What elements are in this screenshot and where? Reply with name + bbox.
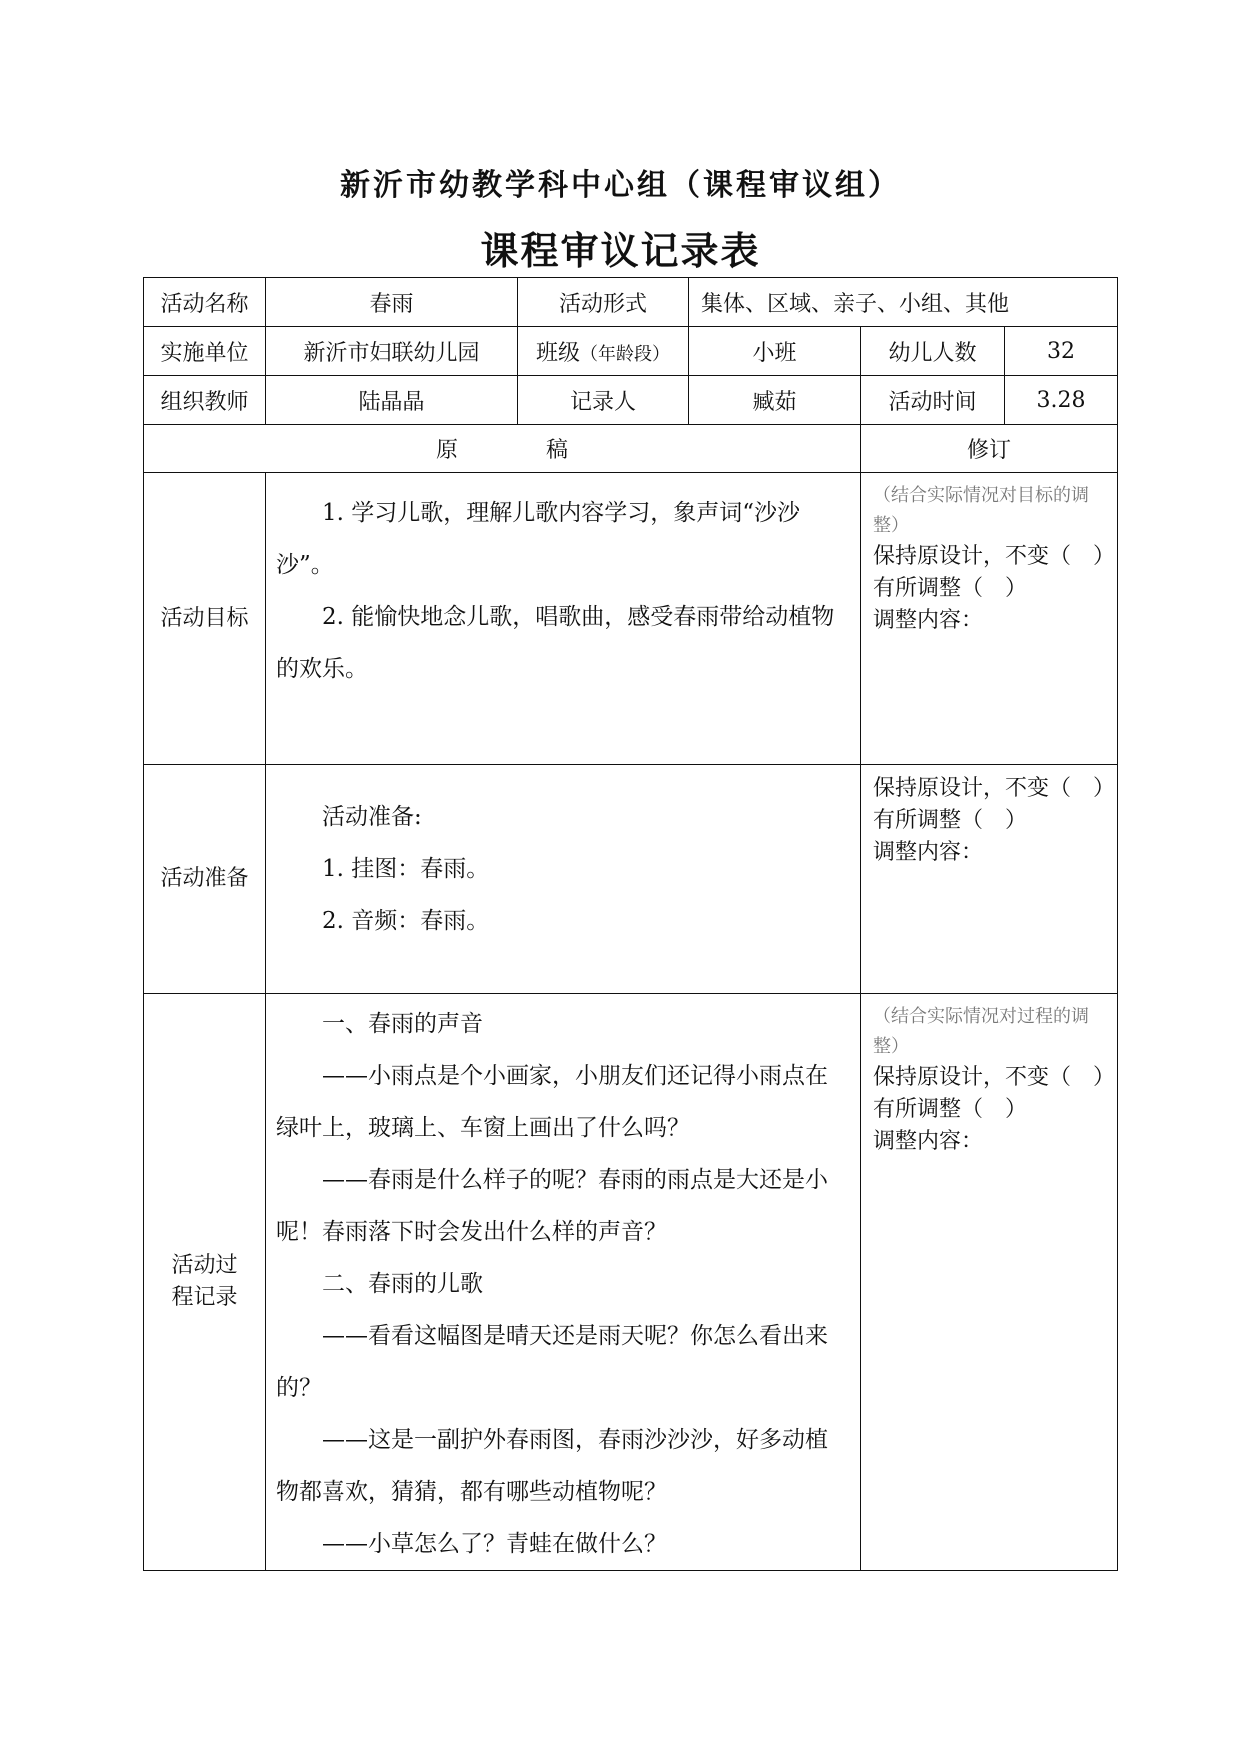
prep-content[interactable] xyxy=(266,765,861,994)
activity-name-label: 活动名称 xyxy=(144,278,266,327)
process-revision[interactable] xyxy=(861,994,1118,1571)
recorder-field[interactable]: 臧茹 xyxy=(689,376,861,425)
unit-label: 实施单位 xyxy=(144,327,266,376)
prep-item-2: 2. 音频：春雨。 xyxy=(322,908,490,934)
process-row xyxy=(144,994,1118,1571)
process-keep-option[interactable]: 保持原设计，不变（ ） xyxy=(873,1065,1116,1090)
class-note: （年龄段） xyxy=(580,343,670,365)
goals-item-1: 1. 学习儿歌，理解儿歌内容学习，象声词“沙沙沙”。 xyxy=(276,500,801,578)
process-adjust-content-label: 调整内容： xyxy=(873,1129,984,1154)
children-field[interactable]: 32 xyxy=(1005,327,1118,376)
prep-adjust-content-label: 调整内容： xyxy=(873,840,984,865)
activity-form-label: 活动形式 xyxy=(518,278,689,327)
goals-content[interactable] xyxy=(266,473,861,765)
teacher-field[interactable]: 陆晶晶 xyxy=(266,376,518,425)
process-q5: ——小草怎么了？青蛙在做什么？ xyxy=(322,1531,667,1557)
revision-column-header: 修订 xyxy=(861,425,1118,473)
prep-adjust-option[interactable]: 有所调整（ ） xyxy=(873,808,1028,833)
original-column-header: 原 稿 xyxy=(144,425,861,473)
goals-adjust-option[interactable]: 有所调整（ ） xyxy=(873,576,1028,601)
time-label: 活动时间 xyxy=(861,376,1005,425)
process-adjust-option[interactable]: 有所调整（ ） xyxy=(873,1097,1028,1122)
page-title: 新沂市幼教学科中心组（课程审议组） xyxy=(340,168,901,203)
goals-adjust-content-label: 调整内容： xyxy=(873,608,984,633)
class-label-cell xyxy=(518,327,689,376)
class-label: 班级 xyxy=(535,340,580,366)
info-row-1 xyxy=(144,278,1118,327)
activity-form-field[interactable]: 集体、区域、亲子、小组、其他 xyxy=(689,278,1118,327)
info-row-3 xyxy=(144,376,1118,425)
class-field[interactable]: 小班 xyxy=(689,327,861,376)
teacher-label: 组织教师 xyxy=(144,376,266,425)
prep-label: 活动准备 xyxy=(144,765,266,994)
goals-revision[interactable] xyxy=(861,473,1118,765)
recorder-label: 记录人 xyxy=(518,376,689,425)
process-section-2: 二、春雨的儿歌 xyxy=(322,1271,483,1297)
goals-label: 活动目标 xyxy=(144,473,266,765)
goals-item-2: 2. 能愉快地念儿歌，唱歌曲，感受春雨带给动植物的欢乐。 xyxy=(276,604,835,682)
process-q3: ——看看这幅图是晴天还是雨天呢？你怎么看出来的？ xyxy=(276,1323,828,1401)
process-q4: ——这是一副护外春雨图，春雨沙沙沙，好多动植物都喜欢，猜猜，都有哪些动植物呢？ xyxy=(276,1427,828,1505)
process-revision-hint: （结合实际情况对过程的调整） xyxy=(873,1006,1089,1057)
info-row-2 xyxy=(144,327,1118,376)
goals-revision-hint: （结合实际情况对目标的调整） xyxy=(873,485,1089,536)
unit-field[interactable]: 新沂市妇联幼儿园 xyxy=(266,327,518,376)
process-section-1: 一、春雨的声音 xyxy=(322,1011,483,1037)
activity-name-field[interactable]: 春雨 xyxy=(266,278,518,327)
prep-row xyxy=(144,765,1118,994)
prep-revision[interactable] xyxy=(861,765,1118,994)
goals-keep-option[interactable]: 保持原设计，不变（ ） xyxy=(873,544,1116,569)
page-subtitle: 课程审议记录表 xyxy=(480,228,761,273)
prep-heading: 活动准备: xyxy=(322,804,422,830)
prep-item-1: 1. 挂图：春雨。 xyxy=(322,856,490,882)
goals-row xyxy=(144,473,1118,765)
process-q2: ——春雨是什么样子的呢？春雨的雨点是大还是小呢！春雨落下时会发出什么样的声音？ xyxy=(276,1167,828,1245)
column-header-row xyxy=(144,425,1118,473)
prep-keep-option[interactable]: 保持原设计，不变（ ） xyxy=(873,776,1116,801)
record-form xyxy=(143,277,1118,1571)
process-content[interactable] xyxy=(266,994,861,1571)
time-field[interactable]: 3.28 xyxy=(1005,376,1118,425)
process-q1: ——小雨点是个小画家，小朋友们还记得小雨点在绿叶上，玻璃上、车窗上画出了什么吗？ xyxy=(276,1063,828,1141)
process-label: 活动过程记录 xyxy=(144,994,266,1571)
children-label: 幼儿人数 xyxy=(861,327,1005,376)
